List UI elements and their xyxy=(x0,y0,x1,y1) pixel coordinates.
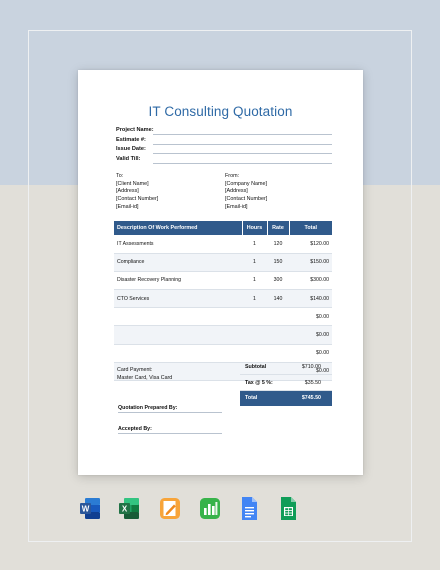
subtotal-value: $710.00 xyxy=(301,364,321,370)
table-row xyxy=(114,271,332,289)
cell-total: $0.00 xyxy=(289,308,332,326)
cell-hours: 1 xyxy=(242,235,267,253)
cell-hours: 1 xyxy=(242,271,267,289)
document-title: IT Consulting Quotation xyxy=(148,104,293,119)
to-line: [Contact Number] xyxy=(116,196,159,203)
meta-label: Valid Till: xyxy=(116,155,141,162)
meta-line xyxy=(153,163,332,164)
to-address-block xyxy=(116,173,158,212)
cell-hours xyxy=(242,326,267,344)
excel-letter: X xyxy=(121,504,128,514)
cell-rate: 120 xyxy=(267,235,289,253)
tax-row xyxy=(240,376,332,391)
prepared-by-line xyxy=(118,412,222,413)
subtotal-label: Subtotal xyxy=(245,364,267,370)
cell-description: IT Assessments xyxy=(114,235,242,253)
pages-icon[interactable] xyxy=(159,496,181,522)
word-letter: W xyxy=(81,504,90,514)
meta-row-valid-till xyxy=(116,156,332,166)
cell-rate: 140 xyxy=(267,290,289,308)
tax-value: $35.50 xyxy=(304,380,321,386)
payment-info xyxy=(117,367,172,382)
table-row xyxy=(114,326,332,344)
cell-total: $0.00 xyxy=(289,326,332,344)
to-line: [Client Name] xyxy=(116,180,149,187)
cell-rate: 300 xyxy=(267,271,289,289)
table-row xyxy=(114,253,332,271)
column-header-rate: Rate xyxy=(267,221,289,235)
cell-total: $120.00 xyxy=(289,235,332,253)
app-format-icons xyxy=(79,496,361,526)
cell-description: CTO Services xyxy=(114,290,242,308)
meta-label: Project Name: xyxy=(116,127,154,133)
cell-total: $0.00 xyxy=(289,362,332,380)
table-header-row xyxy=(114,221,332,235)
total-row xyxy=(240,391,332,406)
from-heading: From: xyxy=(225,173,240,179)
from-line: [Contact Number] xyxy=(225,196,268,203)
column-header-description: Description Of Work Performed xyxy=(114,221,242,235)
prepared-by-label: Quotation Prepared By: xyxy=(118,405,178,411)
meta-row-estimate xyxy=(116,137,332,147)
meta-label: Issue Date: xyxy=(116,146,146,152)
cell-total: $300.00 xyxy=(289,271,332,289)
excel-icon[interactable] xyxy=(118,496,140,522)
meta-row-issue-date xyxy=(116,146,332,156)
from-address-block xyxy=(225,173,267,212)
subtotal-row xyxy=(240,360,332,375)
cell-hours: 1 xyxy=(242,253,267,271)
accepted-by-line xyxy=(118,433,222,434)
tax-label: Tax @ 5 %: xyxy=(245,380,273,386)
meta-label: Estimate #: xyxy=(116,136,146,143)
quotation-document xyxy=(78,70,363,475)
word-icon[interactable] xyxy=(79,496,101,522)
meta-line xyxy=(153,134,332,135)
table-row xyxy=(114,290,332,308)
meta-line xyxy=(153,144,332,145)
to-heading: To: xyxy=(116,173,124,179)
from-line: [Email-id] xyxy=(225,203,248,210)
meta-fields xyxy=(116,127,332,165)
to-line: [Email-id] xyxy=(116,203,139,210)
table-row xyxy=(114,235,332,253)
cell-total: $140.00 xyxy=(289,290,332,308)
from-line: [Company Name] xyxy=(225,180,267,187)
total-label: Total xyxy=(245,395,258,401)
cell-rate xyxy=(267,326,289,344)
cell-description xyxy=(114,344,242,362)
meta-row-project xyxy=(116,127,332,137)
from-line: [Address] xyxy=(225,188,248,195)
column-header-total: Total xyxy=(289,221,332,235)
table-row xyxy=(114,308,332,326)
cell-total: $0.00 xyxy=(289,344,332,362)
cell-description: Compliance xyxy=(114,253,242,271)
cell-description xyxy=(114,308,242,326)
cell-rate xyxy=(267,308,289,326)
cell-total: $150.00 xyxy=(289,253,332,271)
google-docs-icon[interactable] xyxy=(238,496,260,522)
total-value: $745.50 xyxy=(301,395,321,401)
google-sheets-icon[interactable] xyxy=(277,496,299,522)
column-header-hours: Hours xyxy=(242,221,267,235)
cell-description xyxy=(114,326,242,344)
payment-methods: Master Card, Visa Card xyxy=(117,374,173,381)
payment-heading: Card Payment: xyxy=(117,367,153,373)
to-line: [Address] xyxy=(116,188,139,195)
numbers-icon[interactable] xyxy=(199,496,221,522)
meta-line xyxy=(153,153,332,154)
accepted-by-label: Accepted By: xyxy=(118,426,152,432)
cell-rate: 150 xyxy=(267,253,289,271)
cell-hours xyxy=(242,308,267,326)
line-items-table xyxy=(114,221,332,381)
cell-description: Disaster Recovery Planning xyxy=(114,271,242,289)
cell-hours: 1 xyxy=(242,290,267,308)
